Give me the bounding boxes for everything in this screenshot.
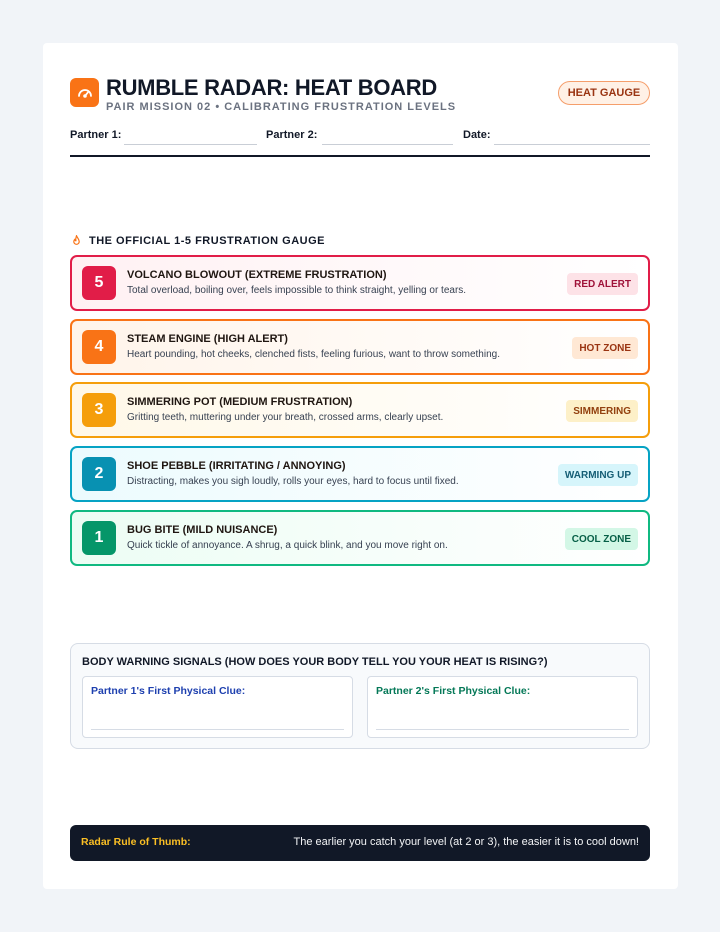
body-warning-signals: [70, 643, 650, 749]
level-description: Gritting teeth, muttering under your breath, crossed arms, clearly upset.: [127, 412, 444, 423]
gauge-heading-text: THE OFFICIAL 1-5 FRUSTRATION GAUGE: [89, 234, 325, 247]
level-tag: COOL ZONE: [565, 528, 638, 550]
level-row-2: [70, 446, 650, 502]
rule-text: The earlier you catch your level (at 2 or 3), the easier it is to cool down!: [293, 836, 639, 848]
partner1-label: Partner 1:: [70, 129, 122, 141]
level-description: Distracting, makes you sigh loudly, rolls your eyes, hard to focus until fixed.: [127, 476, 459, 487]
page-title: RUMBLE RADAR: HEAT BOARD: [106, 75, 437, 100]
level-tag: RED ALERT: [567, 273, 638, 295]
level-row-1: [70, 510, 650, 566]
level-number-badge: 3: [82, 393, 116, 427]
level-description: Quick tickle of annoyance. A shrug, a quick blink, and you move right on.: [127, 540, 448, 551]
level-title: SHOE PEBBLE (IRRITATING / ANNOYING): [127, 460, 346, 472]
partner2-clue-box[interactable]: [367, 676, 638, 738]
level-description: Total overload, boiling over, feels impossible to think straight, yelling or tears.: [127, 285, 467, 296]
heat-gauge-badge: HEAT GAUGE: [558, 81, 650, 105]
date-input-line[interactable]: [494, 144, 650, 145]
partner2-label: Partner 2:: [266, 129, 318, 141]
gauge-icon: [70, 78, 99, 107]
level-number-badge: 5: [82, 266, 116, 300]
level-row-3: [70, 382, 650, 438]
level-number-badge: 4: [82, 330, 116, 364]
level-tag: HOT ZONE: [572, 337, 638, 359]
partner2-clue-line: [376, 729, 629, 730]
flame-icon: [70, 234, 83, 247]
level-tag: SIMMERING: [566, 400, 638, 422]
partner1-clue-line: [91, 729, 344, 730]
partner2-clue-label: Partner 2's First Physical Clue:: [376, 685, 531, 697]
page-subtitle: PAIR MISSION 02 • CALIBRATING FRUSTRATION LEVELS: [106, 101, 457, 113]
rule-label: Radar Rule of Thumb:: [81, 836, 191, 848]
header-divider: [70, 155, 650, 157]
level-tag: WARMING UP: [558, 464, 638, 486]
worksheet-page: [43, 43, 678, 889]
date-label: Date:: [463, 129, 491, 141]
level-row-5: [70, 255, 650, 311]
partner1-clue-label: Partner 1's First Physical Clue:: [91, 685, 246, 697]
partner1-clue-box[interactable]: [82, 676, 353, 738]
level-row-4: [70, 319, 650, 375]
level-number-badge: 1: [82, 521, 116, 555]
partner1-input-line[interactable]: [124, 144, 257, 145]
level-description: Heart pounding, hot cheeks, clenched fists, feeling furious, want to throw something.: [127, 349, 500, 360]
gauge-section-heading: [70, 234, 325, 247]
body-signals-title: BODY WARNING SIGNALS (HOW DOES YOUR BODY TELL YOU YOUR HEAT IS RISING?): [82, 656, 548, 668]
level-number-badge: 2: [82, 457, 116, 491]
level-title: SIMMERING POT (MEDIUM FRUSTRATION): [127, 396, 353, 408]
name-date-fields: [70, 129, 650, 149]
level-title: BUG BITE (MILD NUISANCE): [127, 524, 278, 536]
partner2-input-line[interactable]: [322, 144, 453, 145]
level-title: VOLCANO BLOWOUT (EXTREME FRUSTRATION): [127, 269, 387, 281]
level-title: STEAM ENGINE (HIGH ALERT): [127, 333, 288, 345]
rule-of-thumb-bar: [70, 825, 650, 861]
